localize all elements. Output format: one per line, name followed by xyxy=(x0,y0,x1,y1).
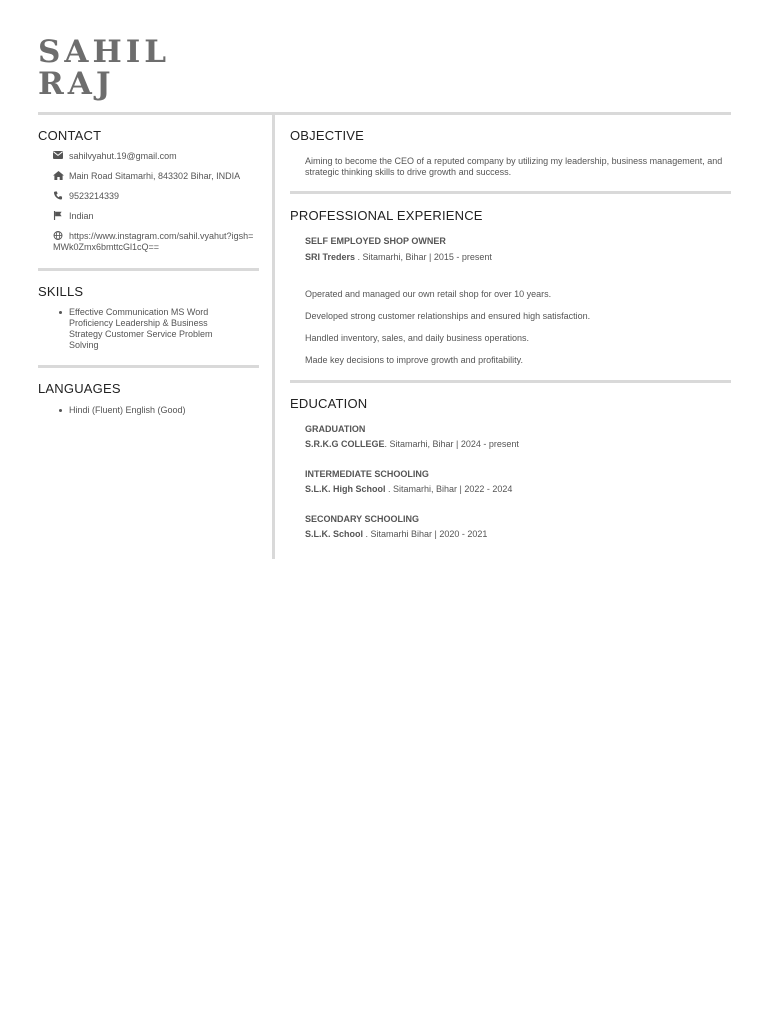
experience-point: Handled inventory, sales, and daily business operations. xyxy=(305,333,529,343)
candidate-name xyxy=(38,36,170,100)
contact-email xyxy=(53,151,259,162)
education-meta: . Sitamarhi, Bihar | 2024 - present xyxy=(384,439,519,449)
contact-heading: CONTACT xyxy=(38,128,102,143)
contact-divider xyxy=(38,268,259,271)
contact-address-text: Main Road Sitamarhi, 843302 Bihar, INDIA xyxy=(69,171,241,181)
contact-nationality xyxy=(53,211,259,222)
list-item: Hindi (Fluent) English (Good) xyxy=(58,405,236,416)
experience-point: Developed strong customer relationships and ensured high satisfaction. xyxy=(305,311,591,321)
education-school-line xyxy=(305,484,512,494)
education-school: S.R.K.G COLLEGE xyxy=(305,439,385,449)
experience-role: SELF EMPLOYED SHOP OWNER xyxy=(305,236,446,246)
home-icon xyxy=(53,171,64,180)
contact-phone-text: 9523214339 xyxy=(69,191,120,201)
education-heading: EDUCATION xyxy=(290,396,368,411)
education-degree: GRADUATION xyxy=(305,424,366,434)
contact-website xyxy=(53,231,259,253)
contact-email-text: sahilvyahut.19@gmail.com xyxy=(69,151,177,161)
education-school: S.L.K. School xyxy=(305,529,364,539)
experience-point: Operated and managed our own retail shop for over 10 years. xyxy=(305,289,552,299)
contact-nationality-text: Indian xyxy=(69,211,94,221)
objective-heading: OBJECTIVE xyxy=(290,128,365,143)
column-divider xyxy=(272,115,275,559)
education-school-line xyxy=(305,529,487,539)
education-meta: . Sitamarhi Bihar | 2020 - 2021 xyxy=(363,529,488,539)
education-meta: . Sitamarhi, Bihar | 2022 - 2024 xyxy=(385,484,513,494)
skills-heading: SKILLS xyxy=(38,284,84,299)
header-divider xyxy=(38,112,731,115)
education-degree: INTERMEDIATE SCHOOLING xyxy=(305,469,429,479)
languages-heading: LANGUAGES xyxy=(38,381,121,396)
globe-icon xyxy=(53,231,64,240)
list-item: Effective Communication MS Word Proficiency Leadership & Business Strategy Customer Service Problem Solving xyxy=(58,307,236,351)
contact-address xyxy=(53,171,259,182)
last-name: RAJ xyxy=(38,66,115,102)
experience-divider xyxy=(290,380,731,383)
education-degree: SECONDARY SCHOOLING xyxy=(305,514,420,524)
experience-meta: . Sitamarhi, Bihar | 2015 - present xyxy=(355,252,492,262)
envelope-icon xyxy=(53,151,64,160)
education-school-line xyxy=(305,439,519,449)
languages-list xyxy=(58,405,236,416)
skills-list xyxy=(58,307,236,351)
experience-company-line xyxy=(305,252,492,262)
experience-company: SRI Treders xyxy=(305,252,356,262)
objective-text: Aiming to become the CEO of a reputed company by utilizing my leadership, business management, and strategic thinking skills to drive growth and success. xyxy=(305,156,723,177)
experience-heading: PROFESSIONAL EXPERIENCE xyxy=(290,208,483,223)
flag-icon xyxy=(53,211,64,220)
skills-divider xyxy=(38,365,259,368)
experience-point: Made key decisions to improve growth and profitability. xyxy=(305,355,523,365)
contact-website-text[interactable]: https://www.instagram.com/sahil.vyahut?igsh=MWk0Zmx6bmttcGl1cQ== xyxy=(53,231,254,252)
first-name: SAHIL xyxy=(38,34,171,70)
contact-phone xyxy=(53,191,259,202)
phone-icon xyxy=(53,191,64,200)
objective-divider xyxy=(290,191,731,194)
education-school: S.L.K. High School xyxy=(305,484,386,494)
